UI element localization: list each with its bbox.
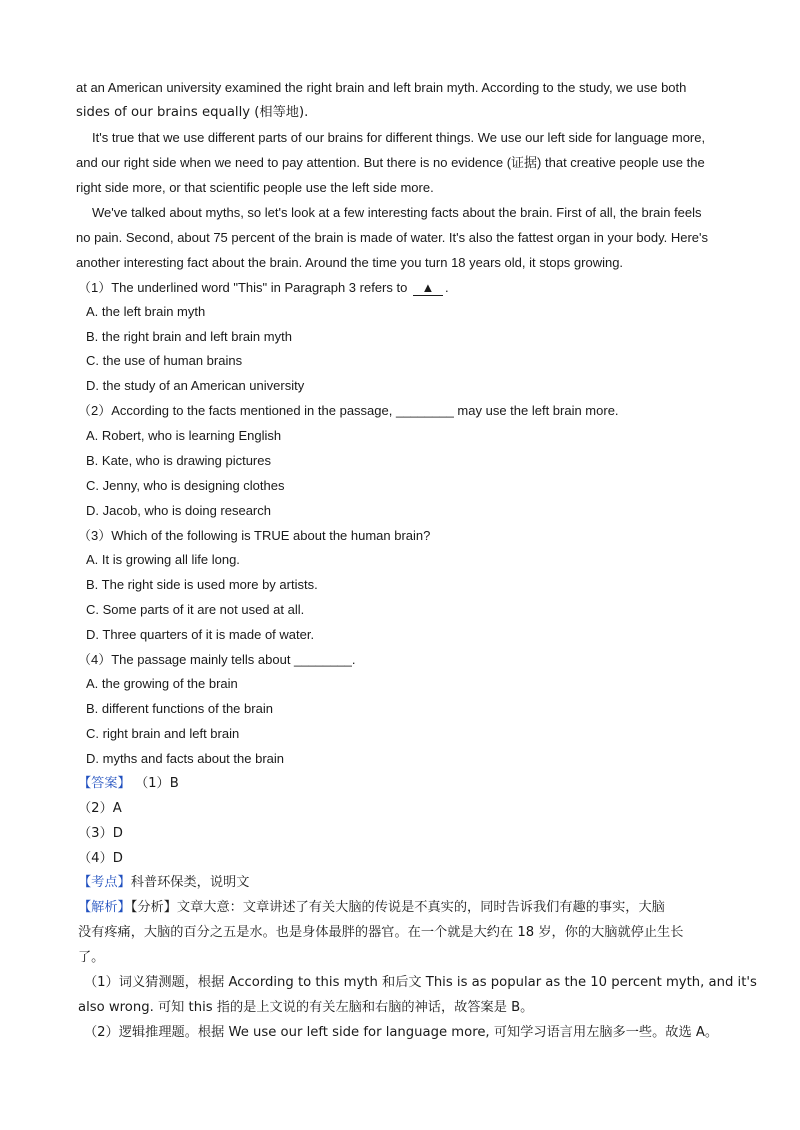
kaodian-block — [78, 874, 728, 892]
option-a: A. It is growing all life long. — [86, 552, 240, 567]
answer-2: （2）A — [78, 801, 122, 816]
option-a: A. Robert, who is learning English — [86, 428, 282, 443]
option-b: B. the right brain and left brain myth — [86, 329, 292, 344]
option-a: A. the growing of the brain — [86, 676, 238, 691]
option-d: D. Jacob, who is doing research — [86, 503, 271, 518]
passage-line: at an American university examined the right brain and left brain myth. According to the study, we use both — [76, 80, 687, 95]
option-c: C. Jenny, who is designing clothes — [86, 478, 285, 493]
option-c: C. Some parts of it are not used at all. — [86, 602, 305, 617]
answer-block — [78, 775, 728, 793]
kaodian-tag: 【考点】 — [78, 875, 131, 890]
jiexi-line: 没有疼痛，大脑的百分之五是水。也是身体最胖的器官。在一个就是大约在 18 岁，你的大脑就停止生长 — [78, 925, 684, 940]
option-a: A. the left brain myth — [86, 304, 206, 319]
passage-line: and our right side when we need to pay attention. But there is no evidence (证据) that creative people use the — [76, 155, 705, 170]
question-4-stem: （4）The passage mainly tells about ________. — [78, 652, 356, 667]
option-b: B. different functions of the brain — [86, 701, 273, 716]
jiexi-block — [78, 899, 728, 917]
option-d: D. the study of an American university — [86, 378, 305, 393]
jiexi-line: 了。 — [78, 950, 105, 965]
question-stem-end: . — [444, 280, 449, 295]
passage-line: We've talked about myths, so let's look at a few interesting facts about the brain. First of all, the brain feels — [92, 205, 702, 220]
option-c: C. the use of human brains — [86, 353, 243, 368]
option-b: B. The right side is used more by artists. — [86, 577, 318, 592]
jiexi-line: （1）词义猜测题，根据 According to this myth 和后文 This is as popular as the 10 percent myth, and it's — [84, 975, 757, 990]
option-c: C. right brain and left brain — [86, 726, 240, 741]
jiexi-line: also wrong. 可知 this 指的是上文说的有关左脑和右脑的神话，故答案是 B。 — [78, 1000, 534, 1015]
option-b: B. Kate, who is drawing pictures — [86, 453, 271, 468]
answer-blank: ▲ — [413, 281, 443, 296]
passage-line: It's true that we use different parts of our brains for different things. We use our left side for language more, — [92, 130, 706, 145]
option-d: D. Three quarters of it is made of water. — [86, 627, 315, 642]
answer-1: （1）B — [134, 776, 179, 791]
jiexi-summary: 【分析】文章大意：文章讲述了有关大脑的传说是不真实的，同时告诉我们有趣的事实，大脑 — [130, 900, 665, 915]
passage-line: right side more, or that scientific people use the left side more. — [76, 180, 434, 195]
answer-3: （3）D — [78, 826, 123, 841]
question-3-stem: （3）Which of the following is TRUE about the human brain? — [78, 528, 431, 543]
option-d: D. myths and facts about the brain — [86, 751, 284, 766]
jiexi-tag: 【解析】 — [78, 900, 131, 915]
question-stem-text: （1）The underlined word "This" in Paragraph 3 refers to — [78, 280, 411, 295]
passage-line: no pain. Second, about 75 percent of the brain is made of water. It's also the fattest organ in your body. Here's — [76, 230, 708, 245]
jiexi-line: （2）逻辑推理题。根据 We use our left side for language more, 可知学习语言用左脑多一些。故选 A。 — [84, 1025, 719, 1040]
passage-line: sides of our brains equally (相等地). — [76, 105, 309, 120]
answer-tag: 【答案】 — [78, 776, 131, 791]
answer-4: （4）D — [78, 851, 123, 866]
passage-line: another interesting fact about the brain. Around the time you turn 18 years old, it stops growing. — [76, 255, 624, 270]
question-1-stem — [78, 279, 728, 297]
question-2-stem: （2）According to the facts mentioned in the passage, ________ may use the left brain more. — [78, 403, 619, 418]
kaodian-text: 科普环保类，说明文 — [130, 875, 250, 890]
